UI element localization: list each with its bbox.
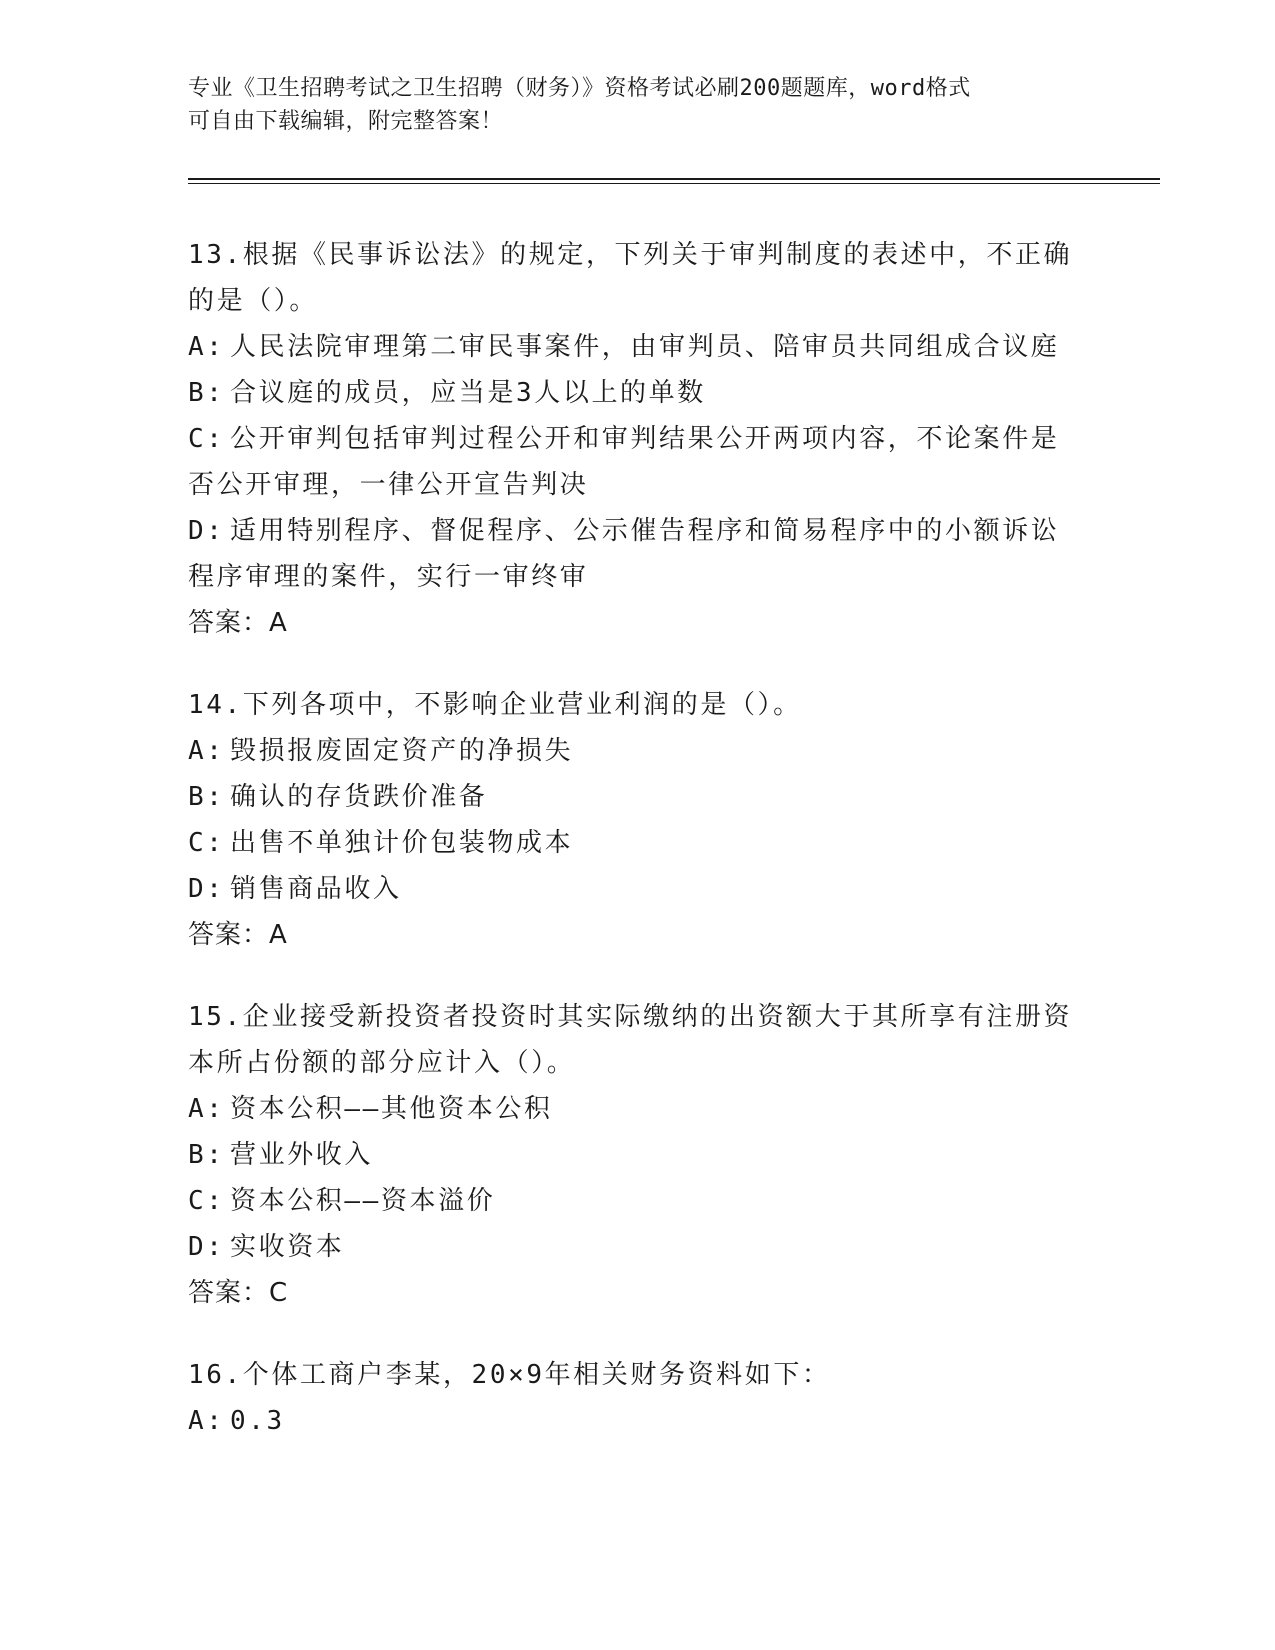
question-stem-line: 本所占份额的部分应计入（）。 (188, 1048, 576, 1078)
question-13 (188, 232, 1078, 646)
option-text: 出售不单独计价包装物成本 (230, 828, 574, 858)
option-label: C: (188, 1186, 225, 1216)
option-label: B: (188, 1140, 225, 1170)
option-label: A: (188, 332, 225, 362)
option-text: 资本公积——其他资本公积 (230, 1094, 553, 1124)
option-c (188, 416, 1078, 462)
option-text: 实收资本 (230, 1232, 345, 1262)
answer: 答案：C (188, 1278, 289, 1308)
option-label: B: (188, 782, 225, 812)
question-15 (188, 994, 1078, 1316)
answer: 答案：A (188, 920, 288, 950)
question-list (188, 232, 1078, 1480)
option-c-continued: 否公开审理，一律公开宣告判决 (188, 470, 589, 500)
option-b (188, 774, 1078, 820)
option-label: A: (188, 736, 225, 766)
answer: 答案：A (188, 608, 288, 638)
option-b (188, 1132, 1078, 1178)
option-label: D: (188, 516, 225, 546)
option-text: 人民法院审理第二审民事案件，由审判员、陪审员共同组成合议庭 (230, 332, 1060, 362)
option-c (188, 1178, 1078, 1224)
question-16 (188, 1352, 1078, 1444)
option-text: 适用特别程序、督促程序、公示催告程序和简易程序中的小额诉讼 (230, 516, 1060, 546)
option-d-continued: 程序审理的案件，实行一审终审 (188, 562, 589, 592)
option-a (188, 324, 1078, 370)
document-header (188, 72, 1068, 138)
option-label: D: (188, 874, 225, 904)
header-line-2: 可自由下载编辑，附完整答案！ (188, 109, 504, 134)
question-stem-line: 15.企业接受新投资者投资时其实际缴纳的出资额大于其所享有注册资 (188, 1002, 1073, 1032)
option-d (188, 866, 1078, 912)
option-text: 0.3 (230, 1406, 285, 1436)
option-label: D: (188, 1232, 225, 1262)
question-stem-line: 16.个体工商户李某，20×9年相关财务资料如下： (188, 1360, 831, 1390)
question-stem-line: 13.根据《民事诉讼法》的规定，下列关于审判制度的表述中，不正确 (188, 240, 1073, 270)
option-text: 营业外收入 (230, 1140, 374, 1170)
question-stem-line: 14.下列各项中，不影响企业营业利润的是（）。 (188, 690, 802, 720)
option-a (188, 1398, 1078, 1444)
option-text: 资本公积——资本溢价 (230, 1186, 496, 1216)
option-c (188, 820, 1078, 866)
option-label: B: (188, 378, 225, 408)
option-label: A: (188, 1406, 225, 1436)
option-text: 确认的存货跌价准备 (230, 782, 488, 812)
question-14 (188, 682, 1078, 958)
option-a (188, 728, 1078, 774)
option-label: C: (188, 424, 225, 454)
option-label: A: (188, 1094, 225, 1124)
option-a (188, 1086, 1078, 1132)
option-d (188, 1224, 1078, 1270)
header-divider (188, 178, 1160, 184)
option-text: 合议庭的成员，应当是3人以上的单数 (230, 378, 706, 408)
option-label: C: (188, 828, 225, 858)
option-text: 销售商品收入 (230, 874, 402, 904)
option-d (188, 508, 1078, 554)
question-stem-line: 的是（）。 (188, 286, 319, 316)
option-b (188, 370, 1078, 416)
option-text: 毁损报废固定资产的净损失 (230, 736, 574, 766)
header-line-1: 专业《卫生招聘考试之卫生招聘（财务）》资格考试必刷200题题库，word格式 (188, 76, 971, 101)
option-text: 公开审判包括审判过程公开和审判结果公开两项内容，不论案件是 (230, 424, 1060, 454)
